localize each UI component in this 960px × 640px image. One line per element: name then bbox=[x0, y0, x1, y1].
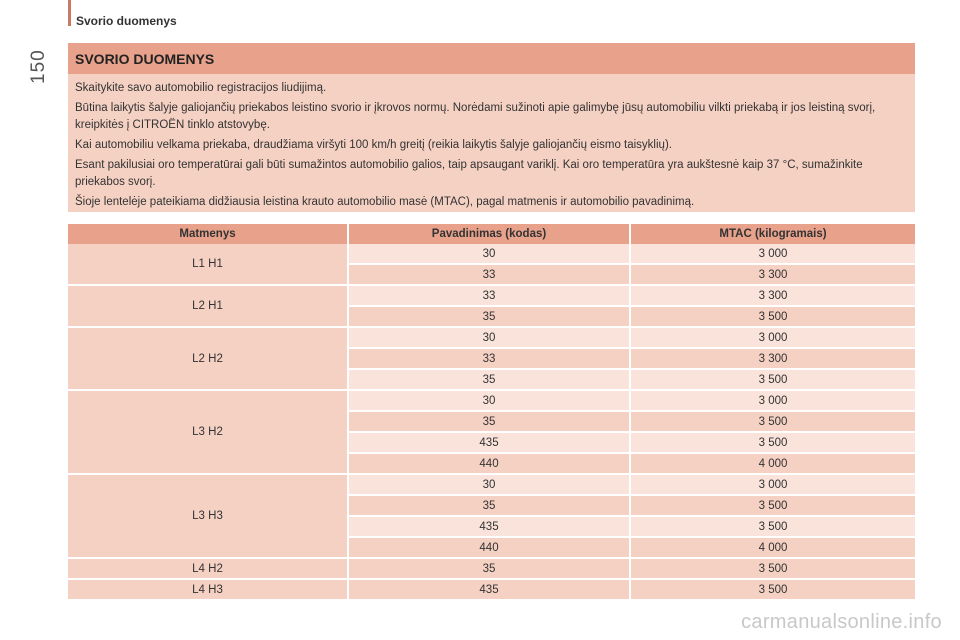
watermark: carmanualsonline.info bbox=[741, 611, 942, 633]
cell-code: 35 bbox=[349, 496, 631, 517]
info-box-body bbox=[68, 74, 915, 211]
cell-code: 30 bbox=[349, 475, 631, 496]
info-paragraph: Šioje lentelėje pateikiama didžiausia leistina krauto automobilio masė (MTAC), pagal matmenis ir automobilio pavadinimą. bbox=[75, 196, 695, 208]
cell-mtac: 3 000 bbox=[631, 328, 915, 349]
info-paragraph: Būtina laikytis šalyje galiojančių priekabos leistino svorio ir įkrovos normų. Norėdami sužinoti apie galimybę jūsų automobiliu vilkti priekabą ir jos leistiną svorį, kreipkitės į CITROËN tinklo atstovybę. bbox=[75, 102, 876, 131]
cell-code: 35 bbox=[349, 370, 631, 391]
cell-mtac: 4 000 bbox=[631, 538, 915, 559]
cell-code: 33 bbox=[349, 286, 631, 307]
cell-code: 30 bbox=[349, 328, 631, 349]
cell-mtac: 3 300 bbox=[631, 265, 915, 286]
cell-code: 435 bbox=[349, 517, 631, 538]
info-box-title: SVORIO DUOMENYS bbox=[68, 43, 915, 74]
table-row bbox=[68, 475, 915, 496]
cell-mtac: 3 500 bbox=[631, 580, 915, 601]
cell-mtac: 3 500 bbox=[631, 433, 915, 454]
cell-mtac: 3 300 bbox=[631, 349, 915, 370]
cell-code: 440 bbox=[349, 538, 631, 559]
header-dimensions: Matmenys bbox=[68, 224, 349, 244]
cell-code: 35 bbox=[349, 559, 631, 580]
cell-mtac: 4 000 bbox=[631, 454, 915, 475]
table-row bbox=[68, 286, 915, 307]
table-row bbox=[68, 391, 915, 412]
cell-code: 35 bbox=[349, 307, 631, 328]
table-row bbox=[68, 328, 915, 349]
cell-code: 33 bbox=[349, 265, 631, 286]
cell-dimension: L1 H1 bbox=[68, 244, 349, 286]
cell-dimension: L2 H2 bbox=[68, 328, 349, 391]
cell-code: 435 bbox=[349, 580, 631, 601]
table-body bbox=[68, 244, 915, 601]
table-row bbox=[68, 580, 915, 601]
cell-dimension: L2 H1 bbox=[68, 286, 349, 328]
cell-mtac: 3 500 bbox=[631, 559, 915, 580]
cell-mtac: 3 000 bbox=[631, 244, 915, 265]
cell-code: 35 bbox=[349, 412, 631, 433]
header-code: Pavadinimas (kodas) bbox=[349, 224, 631, 244]
cell-mtac: 3 000 bbox=[631, 475, 915, 496]
cell-code: 435 bbox=[349, 433, 631, 454]
cell-mtac: 3 500 bbox=[631, 307, 915, 328]
cell-code: 30 bbox=[349, 391, 631, 412]
cell-dimension: L3 H3 bbox=[68, 475, 349, 559]
info-box bbox=[68, 43, 915, 212]
cell-dimension: L4 H3 bbox=[68, 580, 349, 601]
cell-mtac: 3 000 bbox=[631, 391, 915, 412]
cell-mtac: 3 500 bbox=[631, 412, 915, 433]
section-title: Svorio duomenys bbox=[76, 14, 177, 28]
page-number: 150 bbox=[28, 49, 49, 84]
header-mtac: MTAC (kilogramais) bbox=[631, 224, 915, 244]
cell-mtac: 3 500 bbox=[631, 517, 915, 538]
cell-dimension: L3 H2 bbox=[68, 391, 349, 475]
cell-mtac: 3 500 bbox=[631, 496, 915, 517]
info-paragraph: Esant pakilusiai oro temperatūrai gali būti sumažintos automobilio galios, taip apsaugant variklį. Kai oro temperatūra yra aukštesnė kaip 37 °C, sumažinkite priekabos svorį. bbox=[75, 159, 863, 188]
info-paragraph: Kai automobiliu velkama priekaba, draudžiama viršyti 100 km/h greitį (reikia laikytis šalyje galiojančių eismo taisyklių). bbox=[75, 139, 672, 151]
table-row bbox=[68, 244, 915, 265]
cell-mtac: 3 500 bbox=[631, 370, 915, 391]
cell-code: 33 bbox=[349, 349, 631, 370]
table-row bbox=[68, 559, 915, 580]
section-accent-bar bbox=[68, 0, 71, 26]
table-header-row bbox=[68, 224, 915, 244]
cell-dimension: L4 H2 bbox=[68, 559, 349, 580]
info-paragraph: Skaitykite savo automobilio registracijos liudijimą. bbox=[75, 82, 327, 94]
weights-table bbox=[68, 224, 915, 601]
cell-code: 440 bbox=[349, 454, 631, 475]
cell-code: 30 bbox=[349, 244, 631, 265]
cell-mtac: 3 300 bbox=[631, 286, 915, 307]
